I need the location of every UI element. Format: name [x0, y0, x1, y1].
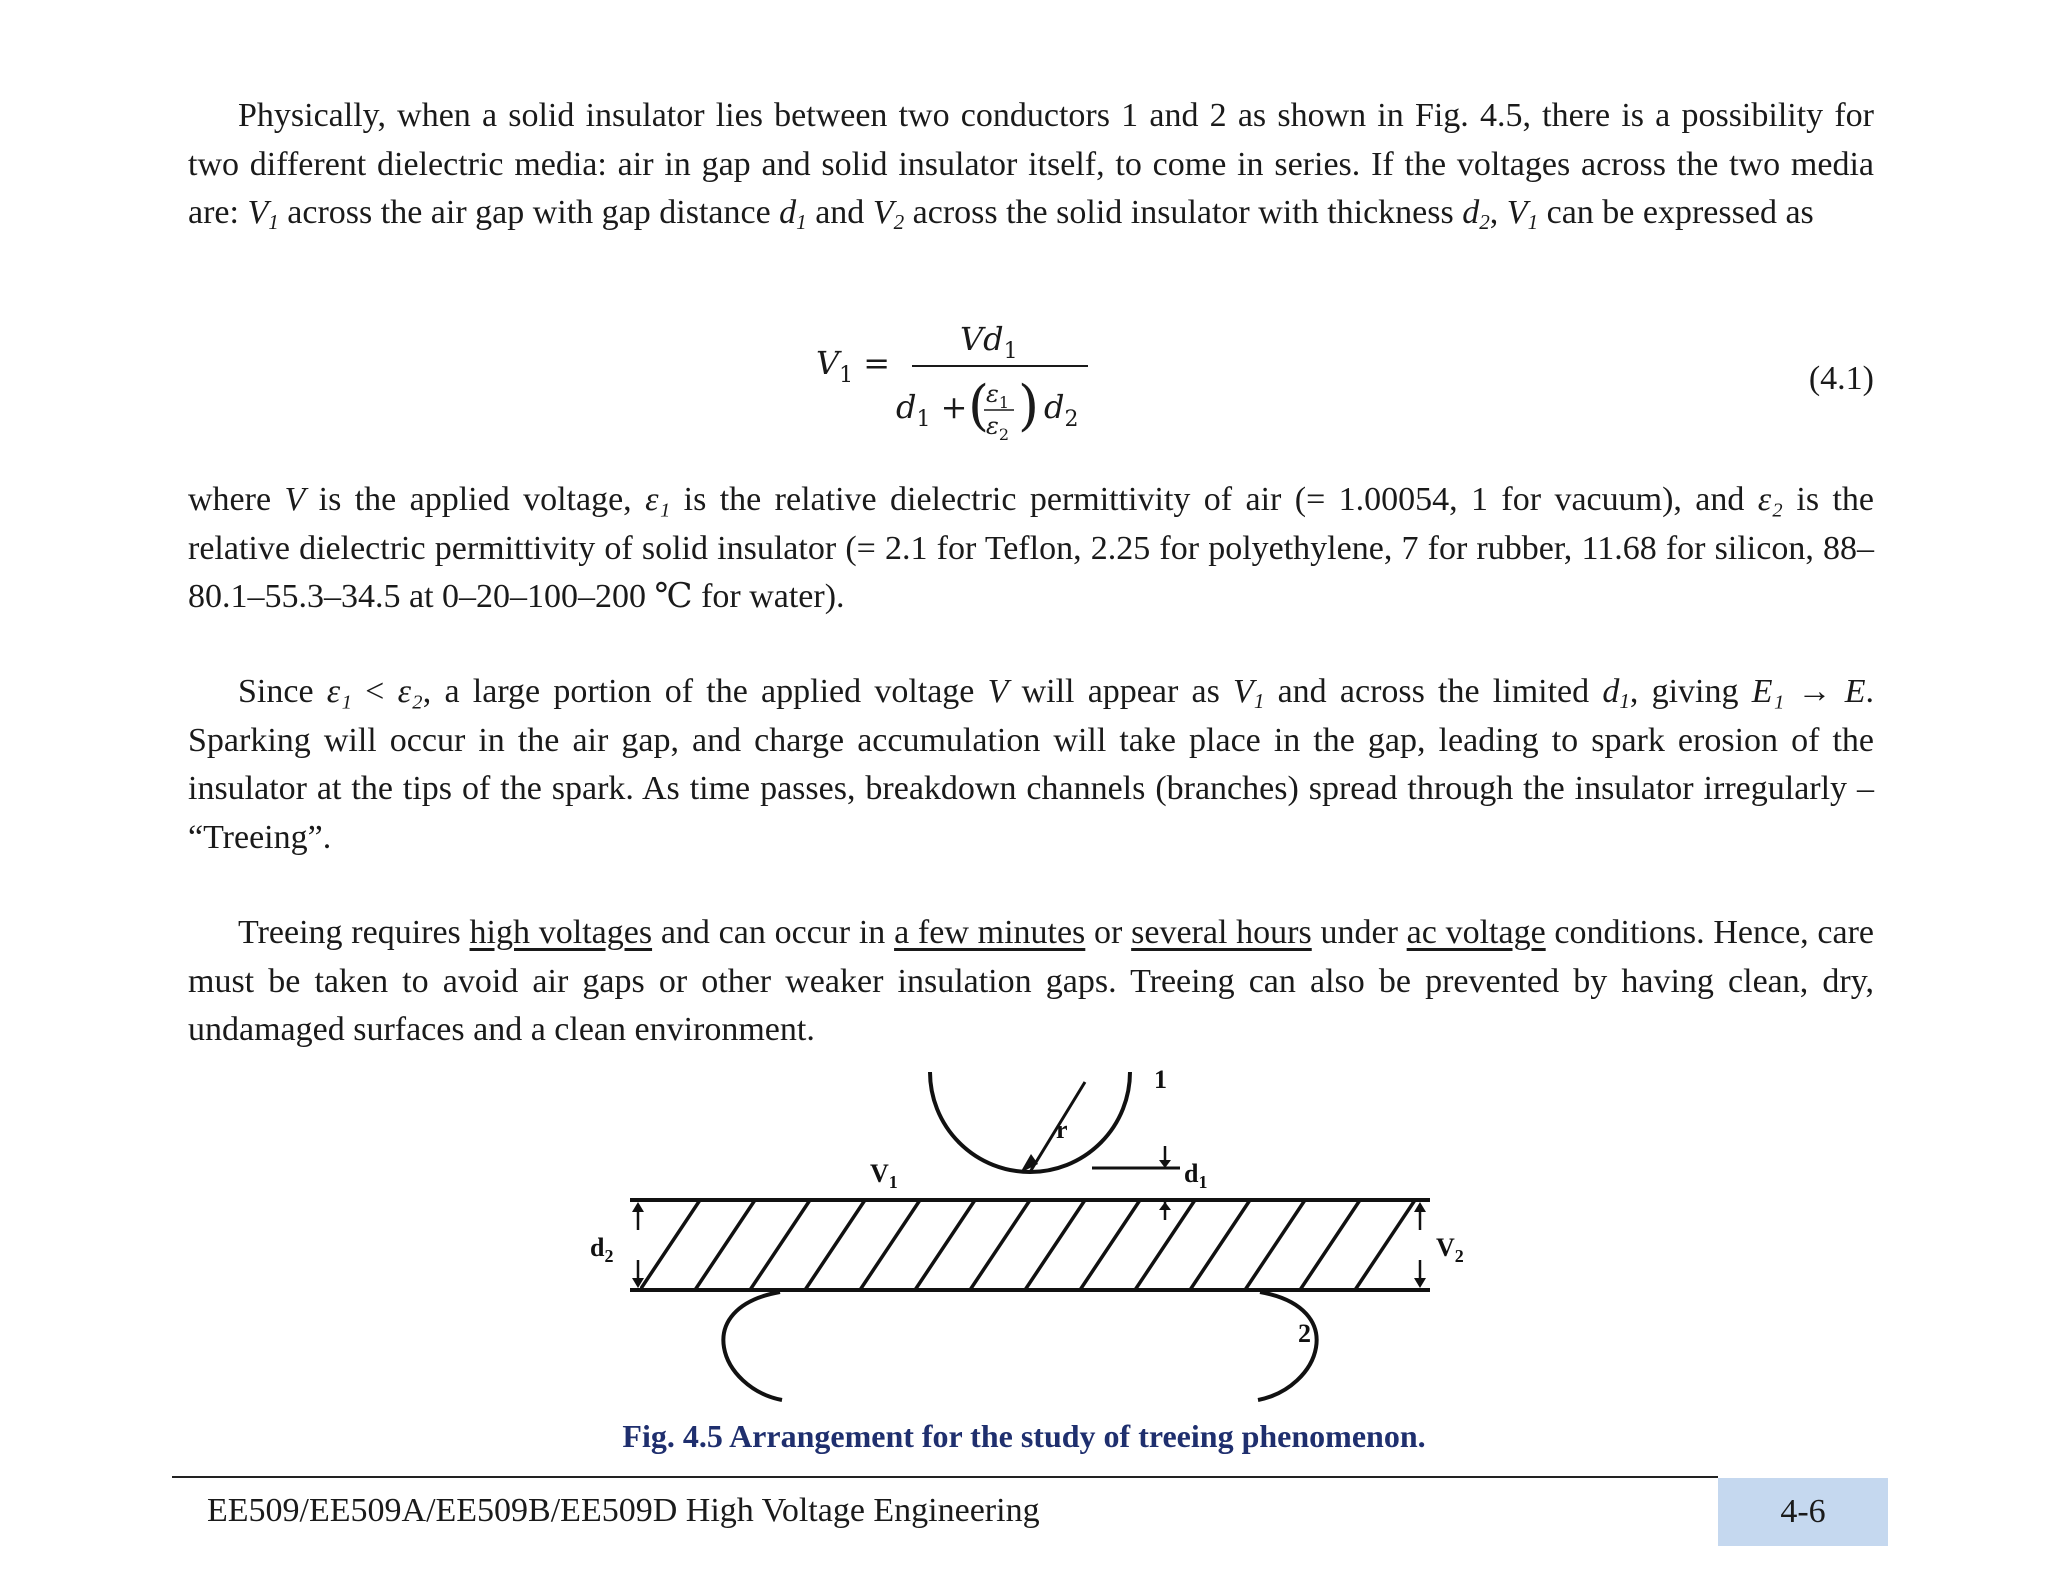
solid-insulator-slab [630, 1200, 1430, 1290]
figure-caption: Fig. 4.5 Arrangement for the study of treeing phenomenon. [622, 1418, 1426, 1454]
equation-denominator: $d_1$ + [896, 388, 968, 432]
footer-course: EE509/EE509A/EE509B/EE509D High Voltage Engineering [207, 1492, 1040, 1529]
label-v1: $V_1$ [870, 1159, 898, 1192]
page-number: 4-6 [1718, 1478, 1888, 1546]
paren-close: ) [1018, 374, 1040, 437]
symbol-v1: $V_1$ [247, 194, 279, 234]
label-conductor-1: 1 [1154, 1065, 1167, 1094]
label-d1: $d_1$ [1184, 1159, 1208, 1192]
equation-numerator: $Vd_1$ [960, 320, 1018, 364]
equation-4-1 [800, 306, 1120, 456]
label-v2: $V_2$ [1436, 1233, 1464, 1266]
paren-open: ( [968, 374, 990, 437]
paragraph-where: where V is the applied voltage, ε₁ is the relative dielectric permittivity of air (= 1.00054, 1 for vacuum), and ε₂ is the relative dielectric permittivity of solid insulator (= 2.1 for Teflon, 2.25 for polyethylene, 7 for rubber, 11.68 for silicon, 88–80.1–55.3–34.5 at 0–20–100–200 ℃ for water). [188, 481, 1874, 615]
equation-number: (4.1) [1808, 360, 1874, 397]
label-r: r [1056, 1115, 1068, 1144]
paragraph-since: Since ε₁ < ε₂, a large portion of the applied voltage V will appear as $V_1$ and across the limited $d_1$, giving E₁ → E. Sparking will occur in the air gap, and charge accumulation will take place in the gap, leading to spark erosion of the insulator at the tips of the spark. As time passes, breakdown channels (branches) spread through the insulator irregularly – “Treeing”. [188, 673, 1874, 856]
symbol-v1: $V_1$ [1506, 194, 1539, 234]
paragraph-treeing: Treeing requires high voltages and can occur in a few minutes or several hours under ac voltage conditions. Hence, care must be taken to avoid air gaps or other weaker insulation gaps. Treeing can also be prevented by having clean, dry, undamaged surfaces and a clean environment. [188, 914, 1875, 1048]
paragraph-intro: Physically, when a solid insulator lies between two conductors 1 and 2 as shown in Fig. 4.5, there is a possibility for two different dielectric media: air in gap and solid insulator itself, to come in series. If the voltages across the two media are: $V_1$ across the air gap with gap distance $d_1$ and $V_2$ across the solid insulator with thickness $d_2$, $V_1$ can be expressed as [188, 97, 1874, 234]
equation-lhs: $V_1$ = [816, 344, 891, 388]
symbol-v2: $V_2$ [872, 194, 905, 234]
treeing-figure [580, 1060, 1480, 1410]
symbol-d1: $d_1$ [779, 194, 807, 234]
ratio-eps1: $\varepsilon_1$ [986, 380, 1010, 412]
symbol-d2: $d_2$ [1462, 194, 1490, 234]
footer-rule [172, 1476, 1718, 1478]
label-d2: $d_2$ [590, 1233, 614, 1266]
conductor-2-left-edge [723, 1292, 782, 1400]
equation-d2: $d_2$ [1044, 388, 1079, 432]
label-conductor-2: 2 [1298, 1319, 1311, 1348]
ratio-eps2: $\varepsilon_2$ [986, 412, 1010, 444]
